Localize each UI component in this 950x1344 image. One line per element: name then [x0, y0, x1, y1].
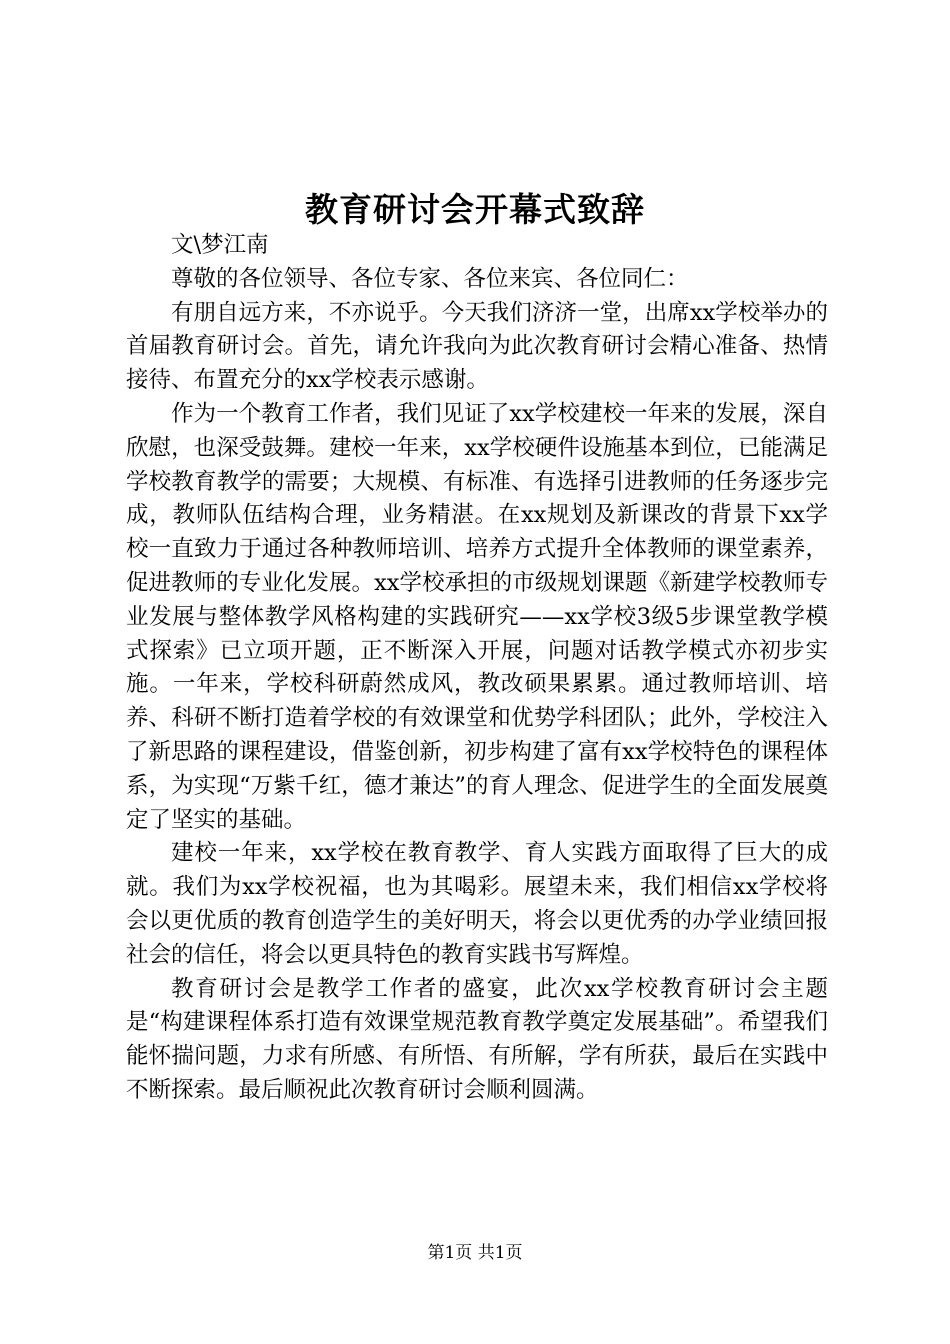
salutation: 尊敬的各位领导、各位专家、各位来宾、各位同仁： — [171, 265, 689, 292]
page-footer: 第1页 共1页 — [427, 1243, 523, 1263]
paragraph: 建校一年来，xx学校在教育教学、育人实践方面取得了巨大的成就。我们为xx学校祝福，也为其喝彩。展望未来，我们相信xx学校将会以更优质的教育创造学生的美好明天，将会以更优秀的办学业绩回报社会的信任，将会以更具特色的教育实践书写辉煌。 — [126, 840, 828, 968]
document-body — [126, 229, 828, 1108]
paragraph: 教育研讨会是教学工作者的盛宴，此次xx学校教育研讨会主题是“构建课程体系打造有效课堂规范教育教学奠定发展基础”。希望我们能怀揣问题，力求有所感、有所悟、有所解，学有所获，最后在实践中不断探索。最后顺祝此次教育研讨会顺利圆满。 — [126, 975, 828, 1103]
paragraph: 有朋自远方来，不亦说乎。今天我们济济一堂，出席xx学校举办的首届教育研讨会。首先，请允许我向为此次教育研讨会精心准备、热情接待、布置充分的xx学校表示感谢。 — [126, 299, 828, 394]
paragraph: 作为一个教育工作者，我们见证了xx学校建校一年来的发展，深自欣慰，也深受鼓舞。建校一年来，xx学校硬件设施基本到位，已能满足学校教育教学的需要；大规模、有标准、有选择引进教师的任务逐步完成，教师队伍结构合理，业务精湛。在xx规划及新课改的背景下xx学校一直致力于通过各种教师培训、培养方式提升全体教师的课堂素养，促进教师的专业化发展。xx学校承担的市级规划课题《新建学校教师专业发展与整体教学风格构建的实践研究——xx学校3级5步课堂教学模式探索》已立项开题，正不断深入开展，问题对话教学模式亦初步实施。一年来，学校科研蔚然成风，教改硕果累累。通过教师培训、培养、科研不断打造着学校的有效课堂和优势学科团队；此外，学校注入了新思路的课程建设，借鉴创新，初步构建了富有xx学校特色的课程体系，为实现“万紫千红，德才兼达”的育人理念、促进学生的全面发展奠定了坚实的基础。 — [126, 400, 828, 833]
document-title: 教育研讨会开幕式致辞 — [305, 190, 645, 229]
author-line: 文\梦江南 — [171, 232, 269, 258]
